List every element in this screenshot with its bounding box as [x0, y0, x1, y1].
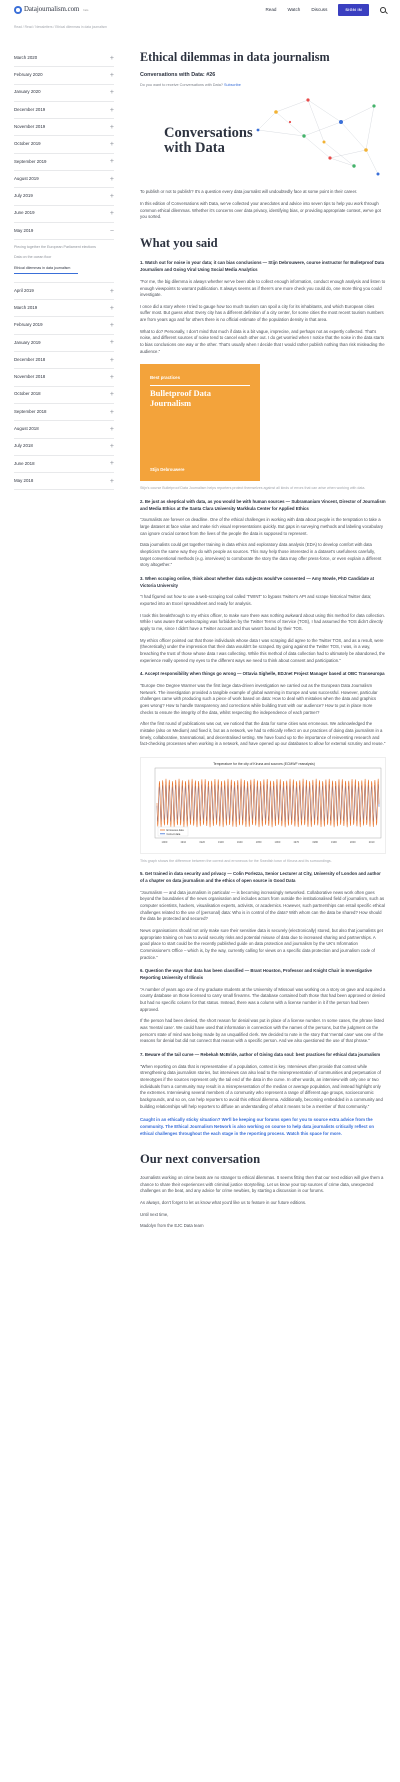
sidebar-month-label: July 2019 [14, 193, 33, 199]
nav-read[interactable]: Read [265, 7, 277, 13]
tip-paragraph: News organisations should not only make sure their sensitive data is securely (electronically) stored, but also that journalists get appropriate training on how to avoid security risks and potential misuse of data due to increased sharing and partnerships. A good place to start could be the recently published guide on data protection and journalism by the UK's Information Commissioner's Office – which is, by the way, currently calling for views on a specific data protection and journalism code of practice." [140, 927, 383, 960]
tip-paragraph: After the first round of publications was out, we noticed that the data for some cities was erroneous. We acknowledged the mistake (also on Medium) and fixed it, but as a network, we had to ethically reflect on our practices of doing data journalism in a timely, collaborative, transnational, and decentralised setting. We have found up to the importance of reinventing research and fact-checking processes when working in a network, and have opened up our databases to allow for external scrutiny and reuse." [140, 721, 386, 747]
newsletter-issue: Conversations with Data: #26 [140, 72, 216, 79]
tip-heading: 2. Be just as skeptical with data, as you would be with human sources — Subramaniam Vincent, Director of Journalism and Media Ethics at the Santa Clara University Markkula Center for Applied Ethics [140, 498, 386, 511]
expand-icon[interactable]: + [109, 443, 114, 451]
sidebar-month[interactable] [14, 188, 114, 205]
sidebar-month-label: March 2020 [14, 54, 38, 60]
sidebar-month[interactable] [14, 50, 114, 67]
sidebar-month-label: May 2019 [14, 227, 34, 233]
expand-icon[interactable]: + [109, 71, 114, 79]
expand-icon[interactable]: + [109, 339, 114, 347]
sidebar-month[interactable] [14, 67, 114, 84]
subscribe-link[interactable]: Subscribe [224, 83, 241, 88]
sidebar-month-expanded[interactable] [14, 223, 114, 240]
cover-divider [150, 385, 250, 386]
tip-paragraph: I took this breakthrough to my ethics officer, to make sure there was nothing awkward about using this method for data collection. While I was aware that webscraping was forbidden by the Twitter Terms of Service (TOS), I had assumed the TOS didn't directly apply to me, since I didn't have a Twitter account and thus wasn't bound by their TOS. [140, 612, 385, 632]
sidebar-month[interactable] [14, 300, 114, 317]
chart-x-tick-label: 1940 [236, 840, 243, 844]
chart-x-tick-label: 1920 [199, 840, 205, 844]
sidebar-month[interactable] [14, 171, 114, 188]
expand-icon[interactable]: + [109, 193, 114, 201]
chart-x-tick-label: 1910 [180, 840, 187, 844]
sidebar-month[interactable] [14, 85, 114, 102]
signoff: Until next time, [140, 1211, 169, 1217]
chart-x-tick-label: 1990 [331, 840, 337, 844]
top-navigation [0, 0, 400, 20]
course-cover-author: Stijn Debrouwere [150, 466, 185, 472]
sidebar-month[interactable] [14, 369, 114, 386]
sidebar-month-label: August 2018 [14, 425, 39, 431]
course-cover-label: Best practices [150, 375, 181, 381]
sidebar-entry[interactable]: Piecing together the European Parliament elections [14, 245, 96, 250]
sidebar-month-label: June 2018 [14, 460, 35, 466]
sidebar-month-label: March 2019 [14, 304, 38, 310]
sidebar-month-label: February 2020 [14, 72, 43, 78]
nav-watch[interactable]: Watch [287, 7, 301, 13]
sidebar-month-label: September 2019 [14, 158, 47, 164]
tip-paragraph: "I had figured out how to use a web-scraping tool called 'TWINT' to bypass Twitter's API and scrape historical Twitter data; exported into an Excel spreadsheet and ready for analysis. [140, 594, 372, 607]
temperature-chart [140, 757, 386, 854]
forum-callout[interactable]: Caught in an ethically sticky situation? We'll be keeping our forums open for you to source extra advice from the community. The Ethical Journalism Network is also working on course to help data journalists critically reflect on ethical challenges throughout the each stage in the reporting process. Watch this space for more. [140, 1117, 375, 1136]
sidebar-month[interactable] [14, 456, 114, 473]
sidebar-month[interactable] [14, 473, 114, 490]
article [140, 50, 386, 1230]
chart-x-tick-label: 1960 [274, 840, 281, 844]
tip-heading: 3. When scraping online, think about whether data subjects would've consented — Amy Mowle, PhD Candidate at Victoria University [140, 576, 375, 588]
sidebar-month[interactable] [14, 387, 114, 404]
tip-paragraph: "Journalism — and data journalism in particular — is becoming increasingly networked. Collaborative news work often goes beyond the boundaries of the news organisation and includes actors from outside the institutionalised field of journalism, such as computer scientists, hackers, visualisation experts, activists, or academics. However, such partnerships can entail specific ethical challenges related to the use of (personal) data: Who is in control of the data? With whom can the data be shared? How should the data be protected and secured? [140, 889, 386, 922]
logo-text: Datajournalism.com [24, 5, 80, 13]
tip-paragraph: Data journalists could get together training in data ethics and exploratory data analysis (EDA) to develop comfort with data skepticism the same way they do with people as sources. This may help those interested in a dataset's usefulness carefully, target conventional methods (e.g. interviews) to corroborate the story the data may offer press-force, or even explain a different story altogether." [140, 542, 382, 568]
image-caption: Stijn's course Bulletproof Data Journalism helps reporters protect themselves against all kinds of errors that can arise when working with data. [140, 486, 366, 491]
intro-paragraph: To publish or not to publish? It's a question every data journalist will undoubtedly face at some point in their career. [140, 189, 358, 195]
network-illustration [246, 92, 386, 184]
course-cover-title: Bulletproof Data Journalism [150, 388, 211, 408]
tip-heading: 5. Get trained in data security and privacy — Colin Porlezza, Senior Lecturer at City, University of London and author of a chapter on data journalism and the ethics of open source in Good Data [140, 871, 381, 883]
subscribe-prompt: Do you want to receive Conversations with Data? [140, 83, 224, 88]
sidebar-month-label: April 2019 [14, 287, 34, 293]
tip-heading: 7. Beware of the tail curve — Rebekah McBride, author of Giving data soul: best practices for ethical data journalism [140, 1051, 381, 1057]
search-icon[interactable] [380, 7, 386, 13]
tip-paragraph: My ethics officer pointed out that those individuals whose data I was scraping did agree to the Twitter TOS, and as a result, were (theoretically) under the impression that their data wouldn't be scraped. By going against the Twitter TOS, I was, in a way, breaching the trust of those whose data I was collecting. While this method of data collection had to ultimately be abandoned, the experience really opened my eyes to the different ways we need to think about consent and participation." [140, 637, 386, 663]
sidebar-month-label: February 2019 [14, 322, 43, 328]
tip-paragraph: If the person had been denied, the short reason for denial was put in place of a license number. In some cases, the phrase listed was 'mental case'. We could have used that information in connection with the names of the persons, but the judgment on the person's state of mind was being made by an unqualified clerk. We decided to note in the story that 'mental case' was one of the reasons for denial but did not connect that reason with a specific person. And we also questioned the use of that phrase." [140, 1018, 384, 1044]
sidebar-month-label: November 2019 [14, 123, 46, 129]
page-title: Ethical dilemmas in data journalism [140, 50, 330, 64]
chart-title: Temperature for the city of Kiruna and sources (ECMWF reanalysis) [213, 761, 315, 766]
expand-icon[interactable]: + [109, 158, 114, 166]
main-nav [265, 4, 386, 15]
tip-paragraph: What to do? Personally, I don't mind that much if data is a bit vague, imprecise, and perhaps not as expertly collected. That's noise, and different sources of noise tend to cancel each other out. I do get worried when I notice that the noise in the data starts to bias conclusions one way or the other. That's usually when I decide that I would rather publish nothing than risk misleading the audience." [140, 328, 385, 354]
expand-icon[interactable]: + [109, 322, 114, 330]
sidebar-month-label: June 2019 [14, 210, 35, 216]
signoff: Madolyn from the EJC Data team [140, 1223, 204, 1229]
expand-icon[interactable]: + [109, 175, 114, 183]
expand-icon[interactable]: + [109, 408, 114, 416]
tip-paragraph: I once did a story where I tried to gauge how too much tourism can spoil a city for its inhabitants, and which European cities suffer most. But guess what: Every city has a different definition of a city center, for some cities the most recent tourism numbers are from years ago and for others there is no official estimate of the population density in that area. [140, 303, 384, 323]
expand-icon[interactable]: + [109, 477, 114, 485]
sidebar-month[interactable] [14, 421, 114, 438]
expand-icon[interactable]: + [109, 141, 114, 149]
breadcrumb[interactable]: Read / Read / Newsletters / Ethical dilemmas in data journalism [14, 25, 107, 29]
expand-icon[interactable]: + [109, 356, 114, 364]
chart-x-tick-label: 1900 [161, 840, 168, 844]
banner-line: with Data [164, 139, 225, 156]
expand-icon[interactable]: + [109, 391, 114, 399]
sidebar-month[interactable] [14, 206, 114, 223]
expand-icon[interactable]: + [109, 425, 114, 433]
subscribe-line [140, 83, 386, 89]
expand-icon[interactable]: + [109, 89, 114, 97]
tip-paragraph: "Journalists are forever on deadline. One of the ethical challenges in working with data about people is the temptation to take a large dataset at face value and make rich visual representations quickly. But gaps in surveying methods and labeling vocabulary can ignore crucial context from the lives of the people the data is supposed to represent. [140, 517, 384, 536]
expand-icon[interactable]: + [109, 210, 114, 218]
sidebar-month-label: January 2020 [14, 89, 41, 95]
logo-beta-badge: beta [83, 7, 89, 12]
next-paragraph: Journalists working on crime beats are no stranger to ethical dilemmas. It seems fitting then that our next edition will give them a chance to share their experiences with criminal justice storytelling. Let us know your top sources of crime data, unexpected challenges on the beat, and any advice for crime newbies, by starting a discussion in our forums. [140, 1174, 384, 1194]
expand-icon[interactable]: + [109, 460, 114, 468]
archive-sidebar [14, 50, 114, 490]
section-heading-what-you-said: What you said [140, 235, 218, 250]
sidebar-month[interactable] [14, 136, 114, 153]
expand-icon[interactable]: + [109, 106, 114, 114]
sign-in-button[interactable]: SIGN IN [338, 4, 369, 15]
chart-x-tick-label: 2010 [368, 840, 375, 844]
tip-paragraph: "A number of years ago one of my graduate students at the University of Missouri was working on a story on gave and acquired a county database on those licensed to carry small firearms. The database contained both those that had been approved or denied but had no specific column for that status. Instead, there was a column with a license number in it if the person had been approved. [140, 986, 386, 1012]
sidebar-month[interactable] [14, 317, 114, 334]
banner-line: Conversations [164, 125, 253, 142]
expand-icon[interactable]: + [109, 123, 114, 131]
expand-icon[interactable]: + [109, 287, 114, 295]
tip-paragraph: "Europe One Degree Warmer was the first large data-driven investigation we carried out as the European Data Journalism Network. The investigation provided a tangible example of global warming in Europe and was successful. However, particular challenges came with producing such a piece of work based on data: How to deal with mistakes when the data and graphics goes wrong? How to handle transparency and corrections while building trust with our audience? How to put in place more checks to ensure the integrity of the data, whilst respecting the independence of each partner? [140, 683, 378, 715]
course-cover-image[interactable] [140, 364, 260, 481]
site-logo[interactable] [14, 5, 88, 16]
tip-paragraph: "For me, the big dilemma is always whether we've been able to collect enough information, conduct enough analysis and listen to enough viewpoints to warrant publication. It always seems as if there's one more check you could do, one more thing you could investigate. [140, 278, 386, 298]
intro-paragraph: In this edition of Conversations with Data, we've collected your anecdotes and advice into seven tips to help you work through common ethical dilemmas. Whether it's concerns over data privacy, identifying bias, or providing appropriate context, we've got you sorted. [140, 200, 381, 220]
tip-heading: 6. Question the ways that data has been classified — Brant Houston, Professor and Knight Chair in Investigative Reporting University of Illinois [140, 968, 372, 980]
chart-x-tick-label: 1970 [293, 840, 300, 844]
sidebar-month[interactable] [14, 335, 114, 352]
tip-heading: 1. Watch out for noise in your data; it can bias conclusions — Stijn Debrouwere, course instructor for Bulletproof Data Journalism and Going Viral Using Social Media Analytics [140, 260, 385, 273]
legend-label: Correct data [166, 832, 181, 836]
sidebar-month[interactable] [14, 119, 114, 136]
chart-legend [158, 827, 188, 836]
logo-icon [14, 6, 22, 14]
tip-heading: 4. Accept responsibility when things go wrong — Ottavia Sighelle, EDJnet Project Manager based at OBC Transeuropa [140, 671, 385, 677]
chart-x-tick-label: 2000 [349, 840, 356, 844]
sidebar-month-label: October 2019 [14, 141, 41, 147]
sidebar-month[interactable] [14, 352, 114, 369]
next-paragraph: As always, don't forget to let us know what you'd like us to feature in our future editions. [140, 1199, 307, 1205]
chart-x-tick-label: 1950 [255, 840, 262, 844]
series-line-erroneous [157, 779, 379, 827]
sidebar-month[interactable] [14, 154, 114, 171]
sidebar-month[interactable] [14, 404, 114, 421]
sidebar-submenu [14, 240, 114, 283]
chart-caption: This graph shows the difference between the correct and erroneous for the Swedish town of Kiruna and its surroundings. [140, 858, 332, 863]
sidebar-month-label: November 2018 [14, 374, 46, 380]
sidebar-month-label: January 2019 [14, 339, 41, 345]
section-heading-next-conversation: Our next conversation [140, 1152, 261, 1167]
chart-x-tick-label: 1980 [312, 840, 318, 844]
sidebar-month-label: December 2018 [14, 356, 46, 362]
banner-title [164, 126, 253, 155]
sidebar-entry-active[interactable]: Ethical dilemmas in data journalism [14, 266, 78, 274]
collapse-icon[interactable]: − [109, 227, 114, 235]
sidebar-month-label: August 2019 [14, 175, 39, 181]
legend-label: Erroneous data [166, 828, 184, 832]
sidebar-month[interactable] [14, 283, 114, 300]
sidebar-month[interactable] [14, 439, 114, 456]
sidebar-month-label: May 2018 [14, 477, 34, 483]
newsletter-banner [140, 92, 386, 184]
sidebar-month[interactable] [14, 102, 114, 119]
chart-x-tick-label: 1930 [218, 840, 224, 844]
sidebar-month-label: September 2018 [14, 408, 47, 414]
sidebar-month-label: October 2018 [14, 391, 41, 397]
sidebar-month-label: July 2018 [14, 443, 33, 449]
tip-paragraph: "When reporting on data that is representative of a population, context is key. Interviews often provide that context while strengthening data journalism stories, but interviews can also lead to the misrepresentation of communities and perpetuation of stereotypes if the sources represent only the tail end of the data in the curve. In other words, an interview with only one or two individuals from a community may result in a misrepresentation of the median or average population, and instead highlight only the extremes. Interviewing several members of a community who represent a range of different age groups, socioeconomic backgrounds, and so on, can help reporters to avoid this ethical dilemma. Additionally, becoming embedded in a community and building relationships will help reporters to diffuse an understanding of what it means to be a member of that community." [140, 1063, 383, 1109]
expand-icon[interactable]: + [109, 54, 114, 62]
temperature-chart-svg [141, 758, 387, 850]
nav-discuss[interactable]: Discuss [311, 7, 328, 13]
sidebar-month-label: December 2019 [14, 106, 46, 112]
sidebar-entry[interactable]: Data on the ocean floor [14, 255, 52, 260]
expand-icon[interactable]: + [109, 374, 114, 381]
expand-icon[interactable]: + [109, 304, 114, 312]
